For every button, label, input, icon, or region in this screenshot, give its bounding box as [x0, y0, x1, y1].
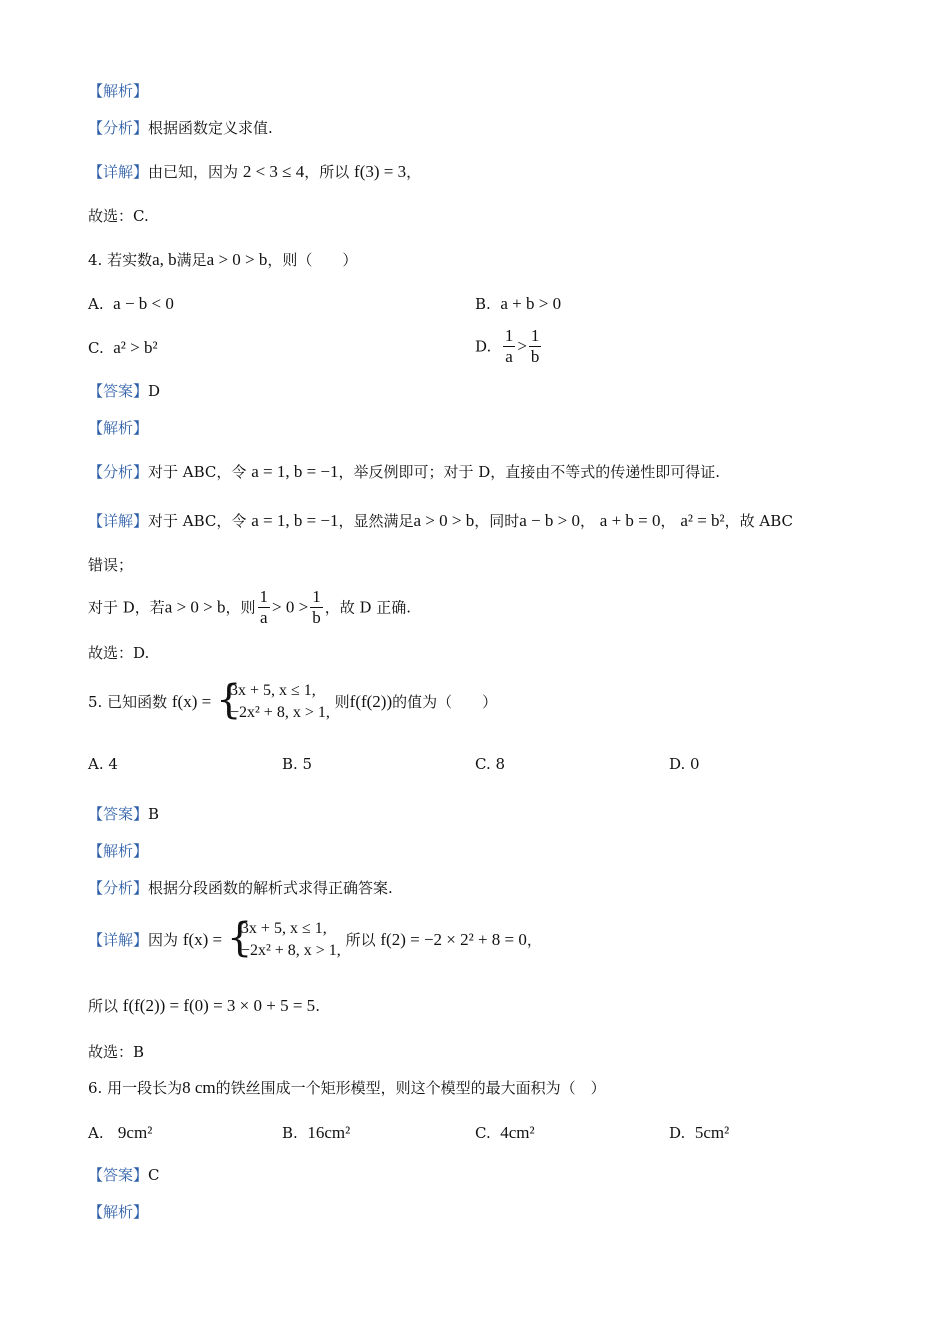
- q5-detail: 【详解】因为 f(x) = { 3x + 5, x ≤ 1, −2x² + 8, x > 1, 所以 f(2) = −2 × 2² + 8 = 0，: [88, 915, 542, 961]
- q3-analysis: 【分析】根据函数定义求值.: [88, 119, 273, 137]
- jiexi-label: 【解析】: [88, 82, 149, 100]
- q6-answer: 【答案】C: [88, 1166, 160, 1184]
- q6-stem: 6. 用一段长为8 cm的铁丝围成一个矩形模型，则这个模型的最大面积为（ ）: [88, 1078, 606, 1097]
- q5-option-c: C. 8: [475, 755, 506, 773]
- q5-detail-so: 所以 f(f(2)) = f(0) = 3 × 0 + 5 = 5.: [88, 996, 320, 1015]
- q5-analysis: 【分析】根据分段函数的解析式求得正确答案.: [88, 879, 393, 897]
- q3-detail: 【详解】由已知，因为 2 < 3 ≤ 4，所以 f(3) = 3，: [88, 162, 422, 181]
- q6-option-d: D. 5cm²: [669, 1123, 730, 1142]
- jiexi-label: 【解析】: [88, 1203, 149, 1221]
- piecewise-function: { 3x + 5, x ≤ 1, −2x² + 8, x > 1,: [226, 915, 341, 961]
- q4-answer: 【答案】D: [88, 382, 161, 400]
- jiexi-label: 【解析】: [88, 842, 149, 860]
- q5-option-b: B. 5: [282, 755, 313, 773]
- q3-choice: 故选：C.: [88, 207, 149, 225]
- q4-detail: 【详解】对于 ABC，令 a = 1, b = −1，显然满足a > 0 > b，同时a − b > 0， a + b = 0， a² = b²，故 ABC: [88, 511, 794, 530]
- q5-option-a: A. 4: [88, 755, 118, 773]
- q4-choice: 故选：D.: [88, 644, 150, 662]
- jiexi-label: 【解析】: [88, 419, 149, 437]
- piecewise-function: { 3x + 5, x ≤ 1, −2x² + 8, x > 1,: [215, 677, 330, 723]
- q4-stem: 4. 若实数a, b满足a > 0 > b，则（ ）: [88, 250, 358, 269]
- q4-option-b: B. a + b > 0: [475, 294, 562, 313]
- q4-option-a: A. a − b < 0: [88, 294, 174, 313]
- q4-option-c: C. a² > b²: [88, 338, 158, 357]
- q4-analysis: 【分析】对于 ABC，令 a = 1, b = −1，举反例即可；对于 D，直接由不等式的传递性即可得证.: [88, 462, 721, 481]
- q6-option-b: B. 16cm²: [282, 1123, 351, 1142]
- q5-option-d: D. 0: [669, 755, 700, 773]
- q5-answer: 【答案】B: [88, 805, 160, 823]
- q6-option-a: A. 9cm²: [88, 1123, 153, 1142]
- q4-detail-d: 对于 D，若a > 0 > b，则 $\frac{1}{a}$ > 0 > $\frac{1}{b}$ ，故 D 正确.: [88, 587, 412, 627]
- q5-choice: 故选：B: [88, 1043, 145, 1061]
- q6-option-c: C. 4cm²: [475, 1123, 535, 1142]
- q5-stem: 5. 已知函数 f(x) = { 3x + 5, x ≤ 1, −2x² + 8, x > 1, 则f(f(2))的值为（ ）: [88, 677, 498, 723]
- q4-option-d: D. $\frac{1}{a}$ > $\frac{1}{b}$: [475, 326, 540, 366]
- q4-detail-cont: 错误；: [88, 556, 134, 574]
